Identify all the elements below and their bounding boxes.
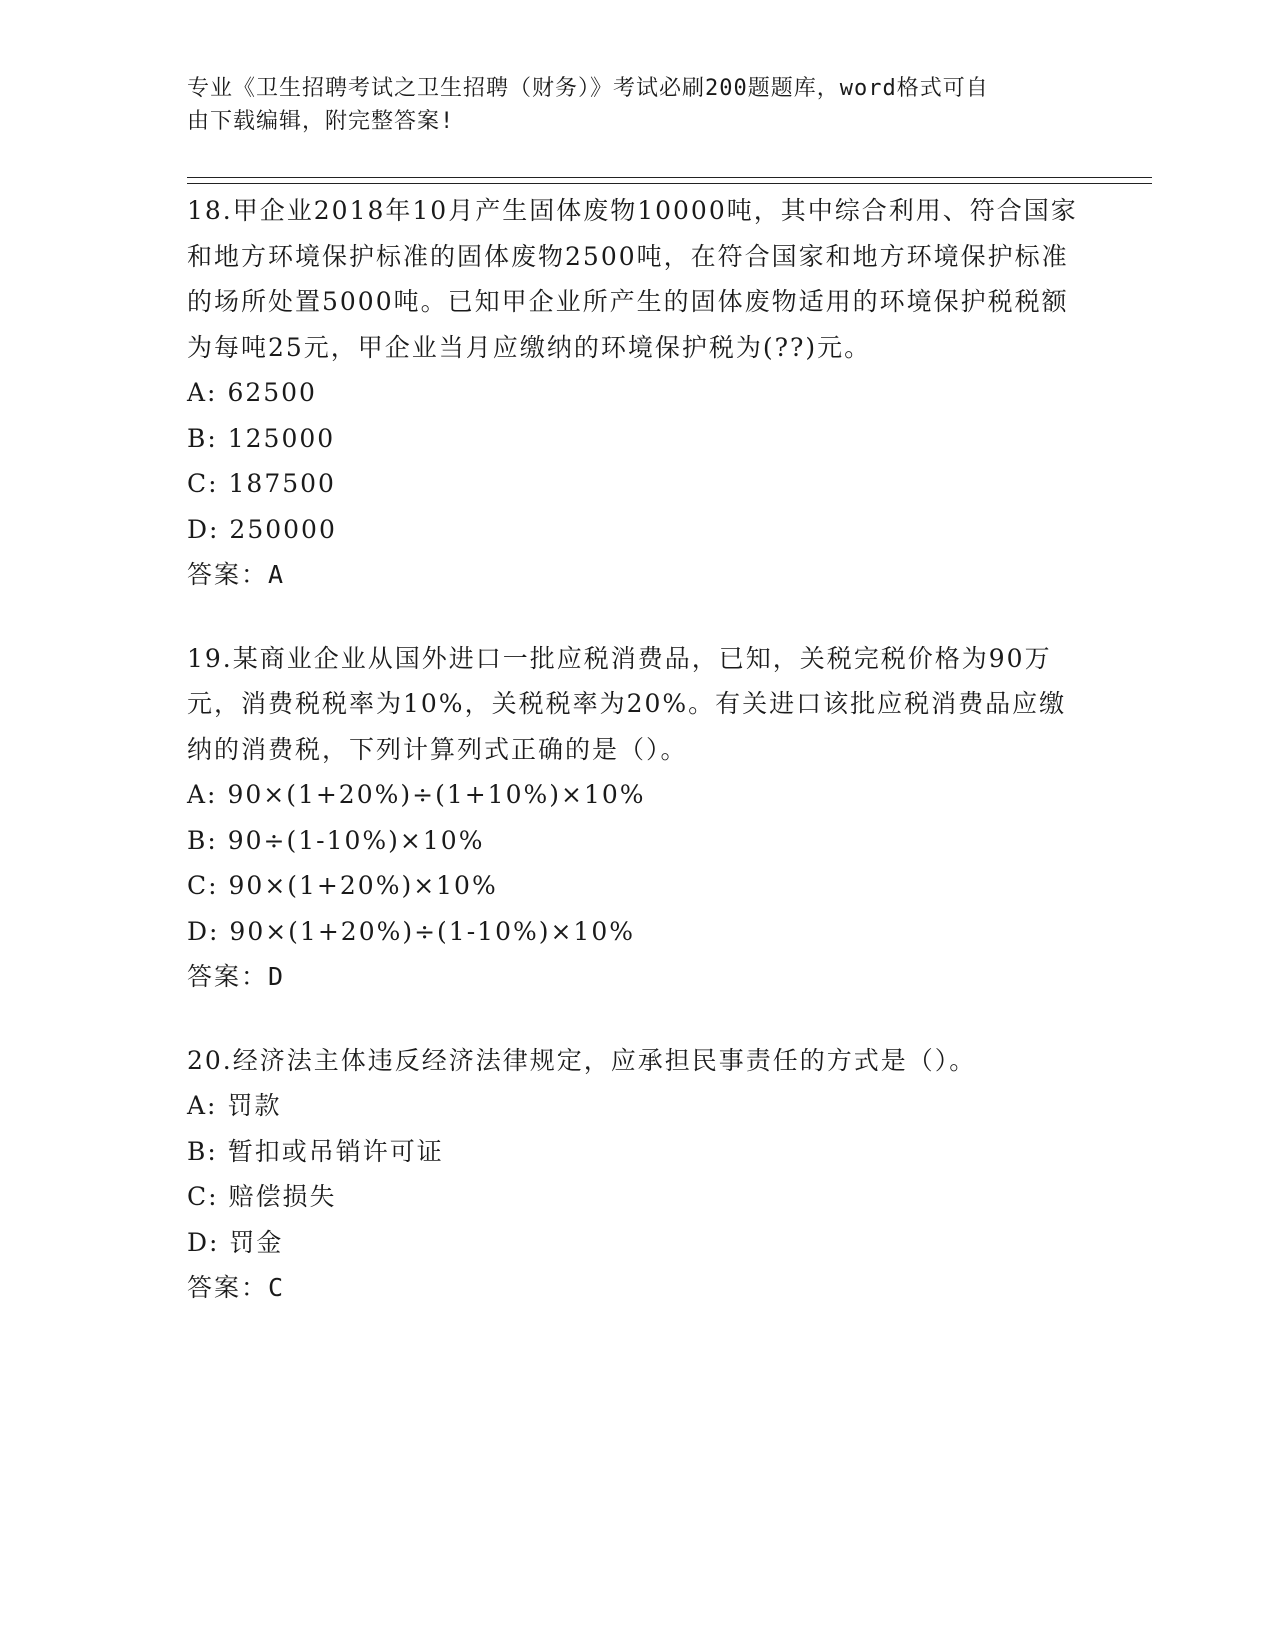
option-text: 暂扣或吊销许可证 (227, 1136, 444, 1166)
option-letter: B: (187, 825, 218, 855)
option-letter: C: (187, 469, 219, 498)
question-19 (187, 636, 1087, 1000)
option-b (187, 1129, 1087, 1175)
option-letter: A: (187, 780, 218, 809)
option-text: 赔偿损失 (228, 1182, 337, 1211)
option-letter: A: (187, 1091, 218, 1120)
option-text: 125000 (227, 423, 336, 453)
answer-line: 答案：A (187, 560, 286, 589)
option-text: 250000 (229, 514, 337, 544)
question-list (187, 188, 1087, 1349)
option-text: 罚金 (229, 1227, 284, 1257)
option-text: 90÷(1-10%)×10% (227, 825, 485, 855)
option-letter: C: (187, 871, 219, 900)
question-stem: 19.某商业企业从国外进口一批应税消费品，已知，关税完税价格为90万元，消费税税率为10%，关税税率为20%。有关进口该批应税消费品应缴纳的消费税，下列计算列式正确的是（）。 (187, 643, 1067, 764)
option-letter: B: (187, 423, 218, 453)
option-a (187, 1083, 1087, 1129)
option-letter: D: (187, 1227, 220, 1257)
option-c (187, 863, 1087, 909)
header-divider-top (187, 177, 1152, 178)
option-d (187, 507, 1087, 553)
option-d (187, 909, 1087, 955)
option-text: 罚款 (227, 1091, 282, 1120)
question-stem: 20.经济法主体违反经济法律规定，应承担民事责任的方式是（）。 (187, 1045, 977, 1075)
option-text: 62500 (227, 378, 317, 407)
option-letter: D: (187, 514, 220, 544)
option-text: 90×(1+20%)×10% (228, 871, 498, 900)
option-text: 90×(1+20%)÷(1-10%)×10% (229, 916, 635, 946)
header-line-2: 由下载编辑，附完整答案! (187, 109, 455, 134)
question-18 (187, 188, 1087, 598)
header-line-1: 专业《卫生招聘考试之卫生招聘（财务）》考试必刷200题题库，word格式可自 (187, 76, 989, 101)
answer-line: 答案：D (187, 962, 286, 991)
answer-line: 答案：C (187, 1273, 286, 1302)
option-a (187, 370, 1087, 416)
option-text: 187500 (228, 469, 336, 498)
option-letter: B: (187, 1136, 218, 1166)
option-letter: C: (187, 1182, 219, 1211)
option-c (187, 461, 1087, 507)
option-c (187, 1174, 1087, 1220)
question-stem: 18.甲企业2018年10月产生固体废物10000吨，其中综合利用、符合国家和地方环境保护标准的固体废物2500吨，在符合国家和地方环境保护标准的场所处置5000吨。已知甲企业所产生的固体废物适用的环境保护税税额为每吨25元，甲企业当月应缴纳的环境保护税为(??)元。 (187, 196, 1078, 362)
header-divider-bottom (187, 183, 1152, 184)
question-20 (187, 1038, 1087, 1311)
option-d (187, 1220, 1087, 1266)
option-b (187, 416, 1087, 462)
option-letter: A: (187, 378, 218, 407)
document-header (187, 72, 1087, 138)
option-b (187, 818, 1087, 864)
option-a (187, 772, 1087, 818)
option-text: 90×(1+20%)÷(1+10%)×10% (227, 780, 646, 809)
option-letter: D: (187, 916, 220, 946)
